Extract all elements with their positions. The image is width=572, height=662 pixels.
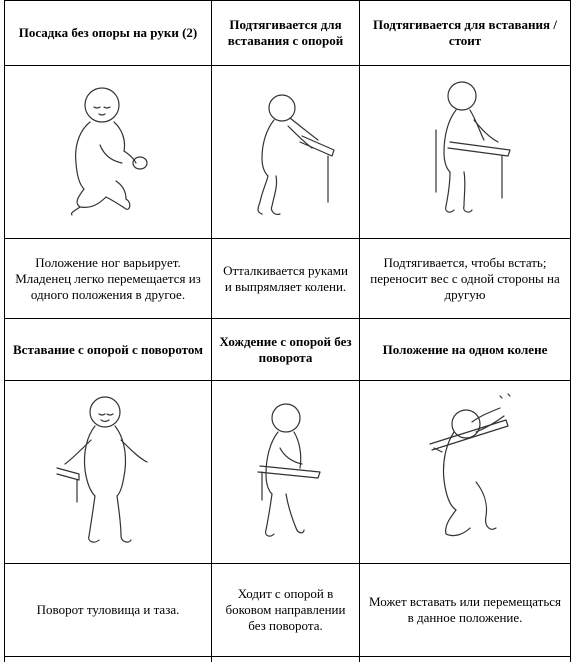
table-description-cell bbox=[360, 564, 570, 656]
description-rotation: Поворот туловища и таза. bbox=[36, 602, 180, 617]
table-header-cell bbox=[360, 319, 570, 380]
row-divider bbox=[4, 656, 571, 657]
header-pulls-to-stand-with-support: Подтягивается для вставания с опорой bbox=[227, 17, 344, 48]
table-header-cell bbox=[5, 319, 211, 380]
table-header-cell bbox=[360, 1, 570, 65]
header-pulls-to-stand-stands: Подтягивается для вставания / стоит bbox=[373, 17, 557, 48]
table-header-cell bbox=[212, 319, 359, 380]
half-kneeling-baby-illustration bbox=[420, 392, 520, 542]
sitting-baby-illustration bbox=[60, 85, 155, 220]
standing-at-support-baby-illustration bbox=[420, 80, 520, 220]
cruising-baby-illustration bbox=[240, 400, 330, 550]
table-header-cell bbox=[5, 1, 211, 65]
table-description-cell bbox=[360, 239, 570, 318]
description-pulls-up: Отталкивается руками и выпрямляет колени. bbox=[223, 262, 348, 294]
description-half-kneeling: Может вставать или перемещаться в данное положение. bbox=[368, 594, 562, 625]
description-sitting: Положение ног варьирует. Младенец легко перемещается из одного положения в другое. bbox=[15, 254, 201, 302]
row-divider bbox=[4, 380, 571, 381]
table-description-cell bbox=[5, 564, 211, 656]
table-description-cell bbox=[212, 564, 359, 656]
table-header-cell bbox=[212, 1, 359, 65]
header-sitting-without-support: Посадка без опоры на руки (2) bbox=[18, 25, 198, 40]
table-description-cell bbox=[212, 239, 359, 318]
pulling-up-baby-illustration bbox=[240, 92, 340, 220]
description-cruising: Ходит с опорой в боковом направлении без поворота. bbox=[225, 586, 346, 633]
header-standing-with-rotation: Вставание с опорой с поворотом bbox=[13, 341, 203, 357]
header-cruising-without-rotation: Хождение с опорой без поворота bbox=[219, 333, 352, 365]
standing-rotation-baby-illustration bbox=[55, 392, 165, 552]
row-divider bbox=[4, 65, 571, 66]
header-half-kneeling: Положение на одном колене bbox=[382, 341, 548, 357]
table-description-cell bbox=[5, 239, 211, 318]
description-stands: Подтягивается, чтобы встать; переносит вес с одной стороны на другую bbox=[370, 254, 560, 302]
